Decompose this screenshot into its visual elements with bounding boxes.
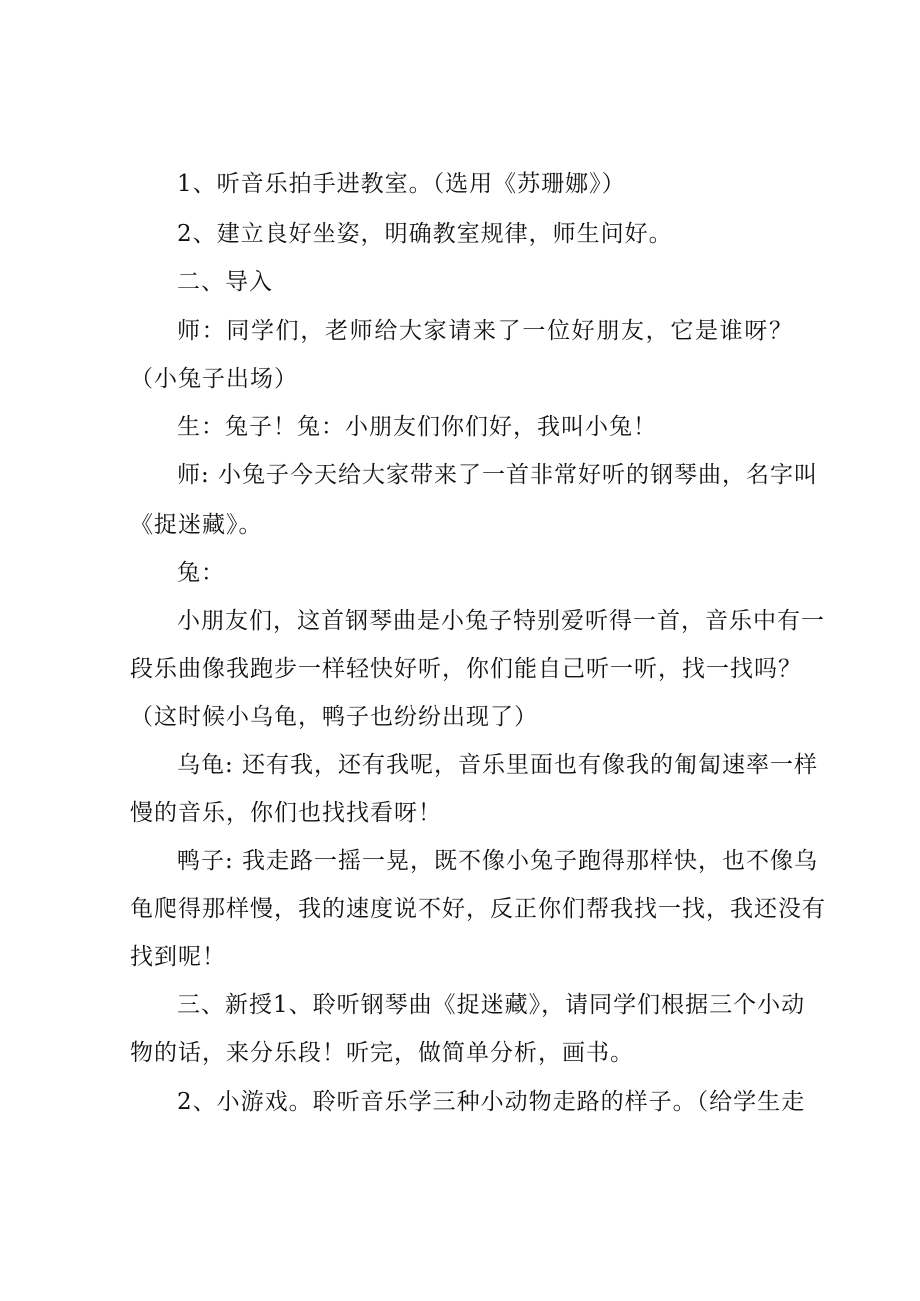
paragraph-line: 1、听音乐拍手进教室。（选用《苏珊娜》） [177, 171, 626, 197]
paragraph-line: 2、小游戏。聆听音乐学三种小动物走路的样子。（给学生走 [177, 1089, 806, 1115]
paragraph-line: 三、新授1、聆听钢琴曲《捉迷藏》，请同学们根据三个小动 [177, 992, 806, 1018]
paragraph-line: 兔： [177, 560, 225, 586]
paragraph-line: 师: 小兔子今天给大家带来了一首非常好听的钢琴曲，名字叫 [177, 462, 819, 488]
paragraph-line: 段乐曲像我跑步一样轻快好听，你们能自己听一听，找一找吗？ [130, 656, 802, 682]
paragraph-line: 师：同学们，老师给大家请来了一位好朋友，它是谁呀？ [177, 318, 793, 344]
paragraph-line: 找到呢！ [130, 944, 226, 970]
paragraph-line: （这时候小乌龟，鸭子也纷纷出现了） [130, 704, 538, 730]
paragraph-line: 《捉迷藏》。 [130, 512, 263, 538]
paragraph-line: 鸭子: 我走路一摇一晃，既不像小兔子跑得那样快，也不像乌 [177, 848, 819, 874]
paragraph-line: 生：兔子！兔：小朋友们你们好，我叫小兔！ [177, 414, 657, 440]
paragraph-line: 乌龟: 还有我，还有我呢，音乐里面也有像我的匍匐速率一样 [177, 752, 819, 778]
paragraph-line: （小兔子出场） [130, 366, 298, 392]
paragraph-line: 2、建立良好坐姿，明确教室规律，师生问好。 [177, 221, 673, 247]
paragraph-line: 慢的音乐，你们也找找看呀！ [130, 800, 442, 826]
paragraph-line: 小朋友们，这首钢琴曲是小兔子特别爱听得一首，音乐中有一 [177, 608, 825, 634]
paragraph-line: 物的话，来分乐段！听完，做简单分析，画书。 [130, 1040, 634, 1066]
paragraph-line: 龟爬得那样慢，我的速度说不好，反正你们帮我找一找，我还没有 [130, 896, 826, 922]
section-heading: 二、导入 [177, 269, 273, 295]
